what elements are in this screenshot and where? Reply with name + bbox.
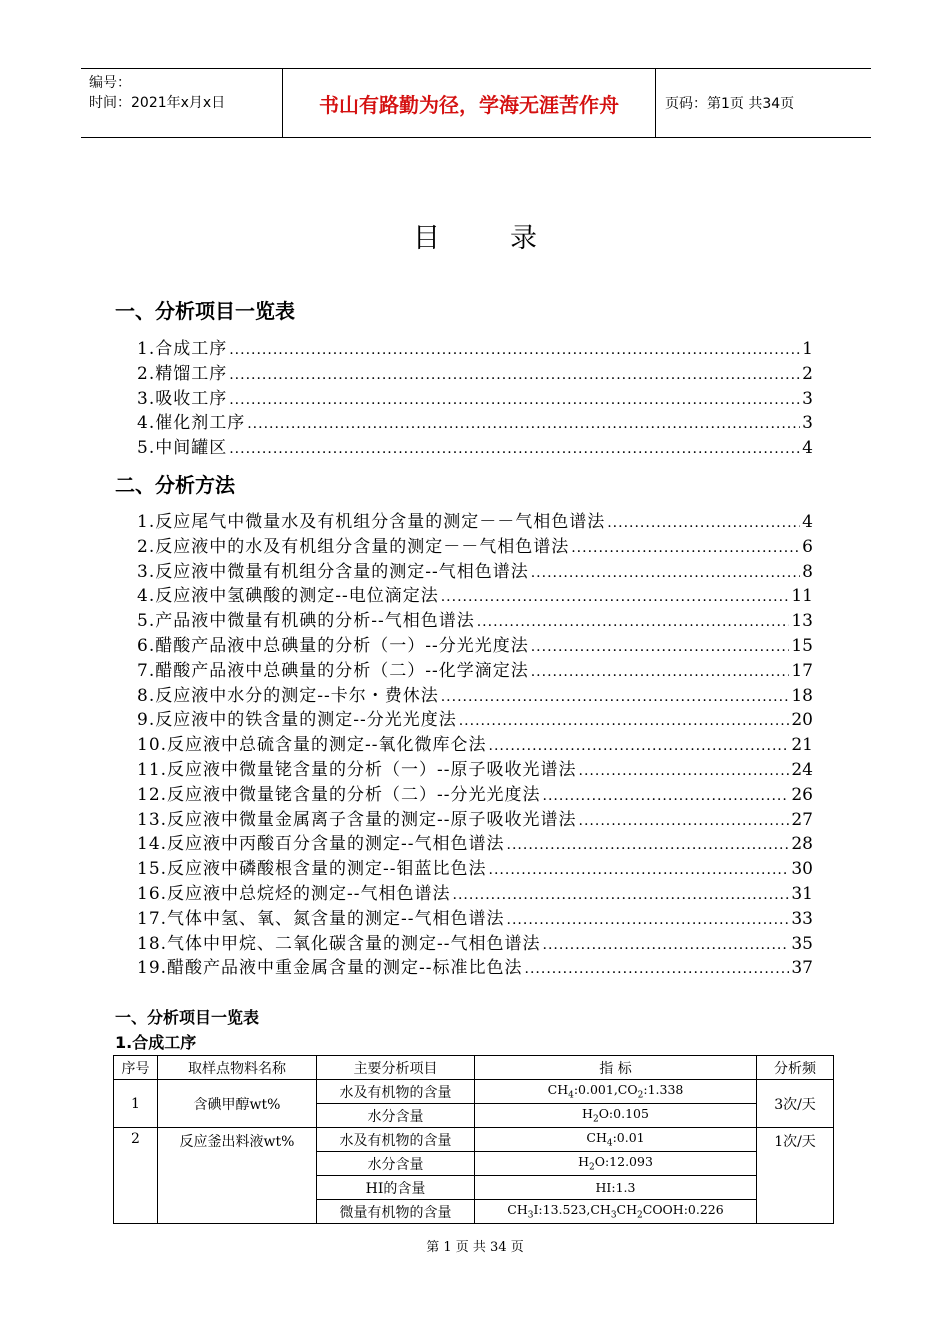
toc-item[interactable]: 17.气体中氢、氧、氮含量的测定--气相色谱法 ..... 33 — [137, 904, 813, 929]
spec-value: $H_2O:0.105$ — [475, 1104, 757, 1128]
toc-item[interactable]: 2.精馏工序 ..... 2 — [137, 359, 813, 384]
toc-item[interactable]: 1.合成工序 ..... 1 — [137, 334, 813, 359]
toc-item[interactable]: 7.醋酸产品液中总碘量的分析（二）--化学滴定法 ..... 17 — [137, 656, 813, 681]
toc-item[interactable]: 5.产品液中微量有机碘的分析--气相色谱法 ..... 13 — [137, 606, 813, 631]
material-name: 含碘甲醇wt% — [158, 1080, 317, 1128]
table-header-row — [114, 1056, 834, 1080]
toc-item[interactable]: 1.反应尾气中微量水及有机组分含量的测定－－气相色谱法 ..... 4 — [137, 507, 813, 532]
toc-item[interactable]: 4.反应液中氢碘酸的测定--电位滴定法 ..... 11 — [137, 581, 813, 606]
analysis-item: 微量有机物的含量 — [317, 1200, 475, 1224]
body-heading: 一、分析项目一览表 — [115, 1008, 260, 1027]
header-page-info: 页码：第1页 共34页 — [665, 96, 795, 112]
toc-item[interactable]: 8.反应液中水分的测定--卡尔・费休法 ..... 18 — [137, 681, 813, 706]
table-header: 分析频 — [757, 1056, 834, 1080]
analysis-item: 水及有机物的含量 — [317, 1080, 475, 1104]
toc-item[interactable]: 15.反应液中磷酸根含量的测定--钼蓝比色法 ..... 30 — [137, 854, 813, 879]
date-label: 时间：2021年x月x日 — [89, 95, 226, 111]
toc-item[interactable]: 19.醋酸产品液中重金属含量的测定--标准比色法 ..... 37 — [137, 953, 813, 978]
table-row — [114, 1128, 834, 1152]
toc-item[interactable]: 12.反应液中微量铑含量的分析（二）--分光光度法 ..... 26 — [137, 780, 813, 805]
row-number: 1 — [114, 1080, 158, 1128]
section1-heading: 一、分析项目一览表 — [115, 299, 295, 323]
toc-item[interactable]: 6.醋酸产品液中总碘量的分析（一）--分光光度法 ..... 15 — [137, 631, 813, 656]
number-label: 编号： — [89, 75, 131, 91]
toc-item[interactable]: 16.反应液中总烷烃的测定--气相色谱法 ..... 31 — [137, 879, 813, 904]
toc-item[interactable]: 11.反应液中微量铑含量的分析（一）--原子吸收光谱法 ..... 24 — [137, 755, 813, 780]
toc-item[interactable]: 3.吸收工序 ..... 3 — [137, 384, 813, 409]
analysis-item: 水及有机物的含量 — [317, 1128, 475, 1152]
toc-section2 — [137, 507, 813, 978]
page-footer: 第 1 页 共 34 页 — [426, 1240, 524, 1255]
page-title: 目录 — [413, 223, 607, 254]
spec-value: $CH_4:0.001,CO_2:1.338$ — [475, 1080, 757, 1104]
header-motto: 书山有路勤为径，学海无涯苦作舟 — [283, 69, 656, 137]
analysis-table — [113, 1055, 834, 1224]
analysis-item: 水分含量 — [317, 1104, 475, 1128]
frequency: 3次/天 — [757, 1080, 834, 1128]
toc-item[interactable]: 2.反应液中的水及有机组分含量的测定－－气相色谱法 ..... 6 — [137, 532, 813, 557]
analysis-item: 水分含量 — [317, 1152, 475, 1176]
table-header: 序号 — [114, 1056, 158, 1080]
material-name: 反应釜出料液wt% — [158, 1128, 317, 1224]
toc-item[interactable]: 18.气体中甲烷、二氧化碳含量的测定--气相色谱法 ..... 35 — [137, 929, 813, 954]
spec-value: $H_2O:12.093$ — [475, 1152, 757, 1176]
toc-item[interactable]: 10.反应液中总硫含量的测定--氧化微库仑法 ..... 21 — [137, 730, 813, 755]
toc-item[interactable]: 3.反应液中微量有机组分含量的测定--气相色谱法 ..... 8 — [137, 557, 813, 582]
table-header: 取样点物料名称 — [158, 1056, 317, 1080]
frequency: 1次/天 — [757, 1128, 834, 1224]
table-header: 指 标 — [475, 1056, 757, 1080]
toc-section1 — [137, 334, 813, 458]
toc-item[interactable]: 13.反应液中微量金属离子含量的测定--原子吸收光谱法 ..... 27 — [137, 805, 813, 830]
analysis-item: HI的含量 — [317, 1176, 475, 1200]
row-number: 2 — [114, 1128, 158, 1224]
spec-value: $CH_3I:13.523,CH_3CH_2COOH:0.226$ — [475, 1200, 757, 1224]
toc-item[interactable]: 4.催化剂工序 ..... 3 — [137, 408, 813, 433]
toc-item[interactable]: 5.中间罐区 ..... 4 — [137, 433, 813, 458]
toc-item[interactable]: 9.反应液中的铁含量的测定--分光光度法 ..... 20 — [137, 705, 813, 730]
spec-value: $CH_4:0.01$ — [475, 1128, 757, 1152]
table-header: 主要分析项目 — [317, 1056, 475, 1080]
body-subheading: 1.合成工序 — [115, 1033, 197, 1052]
section2-heading: 二、分析方法 — [115, 473, 235, 497]
page-header — [81, 68, 871, 138]
spec-value: HI:1.3 — [475, 1176, 757, 1200]
header-meta — [81, 69, 283, 137]
toc-item[interactable]: 14.反应液中丙酸百分含量的测定--气相色谱法 ..... 28 — [137, 829, 813, 854]
table-row — [114, 1080, 834, 1104]
